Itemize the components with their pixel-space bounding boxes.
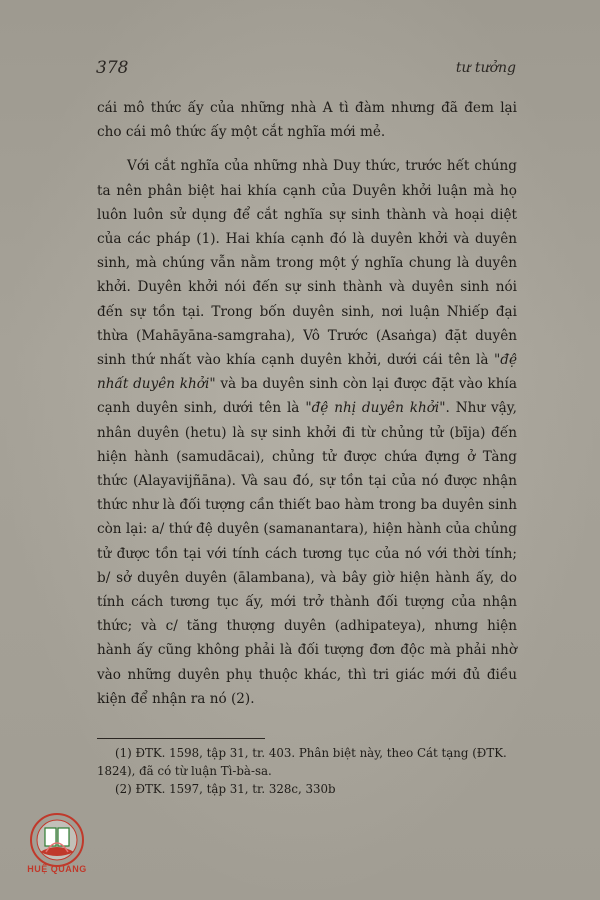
page-number: 378 bbox=[96, 58, 129, 78]
footnote-divider bbox=[97, 738, 265, 739]
footnote-1: (1) ĐTK. 1598, tập 31, tr. 403. Phân biệt này, theo Cát tạng (ĐTK. 1824), đã có từ luận Tì-bà-sa. bbox=[97, 746, 507, 778]
footnotes bbox=[97, 744, 517, 798]
logo-text: HUỆ QUANG bbox=[27, 864, 87, 874]
term-second-dependent-origination: "đệ nhị duyên khởi" bbox=[305, 400, 446, 417]
body-text bbox=[97, 96, 517, 711]
hue-quang-logo bbox=[16, 812, 98, 886]
paragraph-continued: cái mô thức ấy của những nhà A tì đàm nhưng đã đem lại cho cái mô thức ấy một cắt nghĩa mới mẻ. bbox=[97, 100, 517, 141]
footnote-2: (2) ĐTK. 1597, tập 31, tr. 328c, 330b bbox=[115, 782, 336, 796]
term-first-dependent-origination: "đệ nhất duyên khởi" bbox=[97, 352, 517, 393]
page-header bbox=[96, 58, 516, 82]
lotus-book-icon bbox=[16, 812, 98, 868]
paragraph-main-part-b: và ba duyên sinh còn lại được đặt vào khía cạnh duyên sinh, dưới tên là bbox=[97, 376, 517, 417]
running-head: tư tưởng bbox=[455, 60, 516, 76]
paragraph-main bbox=[97, 154, 517, 711]
paragraph-main-part-c: . Như vậy, nhân duyên (hetu) là sự sinh khởi đi từ chủng tử (bīja) đến hiện hành (samudācai), chủng tử được chứa đựng ở Tàng thức (Alayavijñāna). Và sau đó, sự tồn tại của nó được nhận thức như là đối tượng cần thiết bao hàm trong ba duyên sinh còn lại: a/ thứ đệ duyên (samanantara), hiện hành của chủng tử được tồn tại với tính cách tương tục của nó với thời tính; b/ sở duyên duyên (ālambana), và bây giờ hiện hành ấy, do tính cách tương tục ấy, mới trở thành đối tượng của nhận thức; và c/ tăng thượng duyên (adhipateya), nhưng hiện hành ấy cũng không phải là đối tượng đơn độc mà phải nhờ vào những duyên phụ thuộc khác, thì tri giác mới đủ điều kiện để nhận ra nó (2). bbox=[97, 400, 517, 707]
paragraph-main-part-a: Với cắt nghĩa của những nhà Duy thức, trước hết chúng ta nên phân biệt hai khía cạnh của Duyên khởi luận mà họ luôn luôn sử dụng để cắt nghĩa sự sinh thành và hoại diệt của các pháp (1). Hai khía cạnh đó là duyên khởi và duyên sinh, mà chúng vẫn nằm trong một ý nghĩa chung là duyên khởi. Duyên khởi nói đến sự sinh thành và duyên sinh nói đến sự tồn tại. Trong bốn duyên sinh, nơi luận Nhiếp đại thừa (Mahāyāna-samgraha), Vô Trước (Asaṅga) đặt duyên sinh thứ nhất vào khía cạnh duyên khởi, dưới cái tên là bbox=[97, 158, 517, 369]
